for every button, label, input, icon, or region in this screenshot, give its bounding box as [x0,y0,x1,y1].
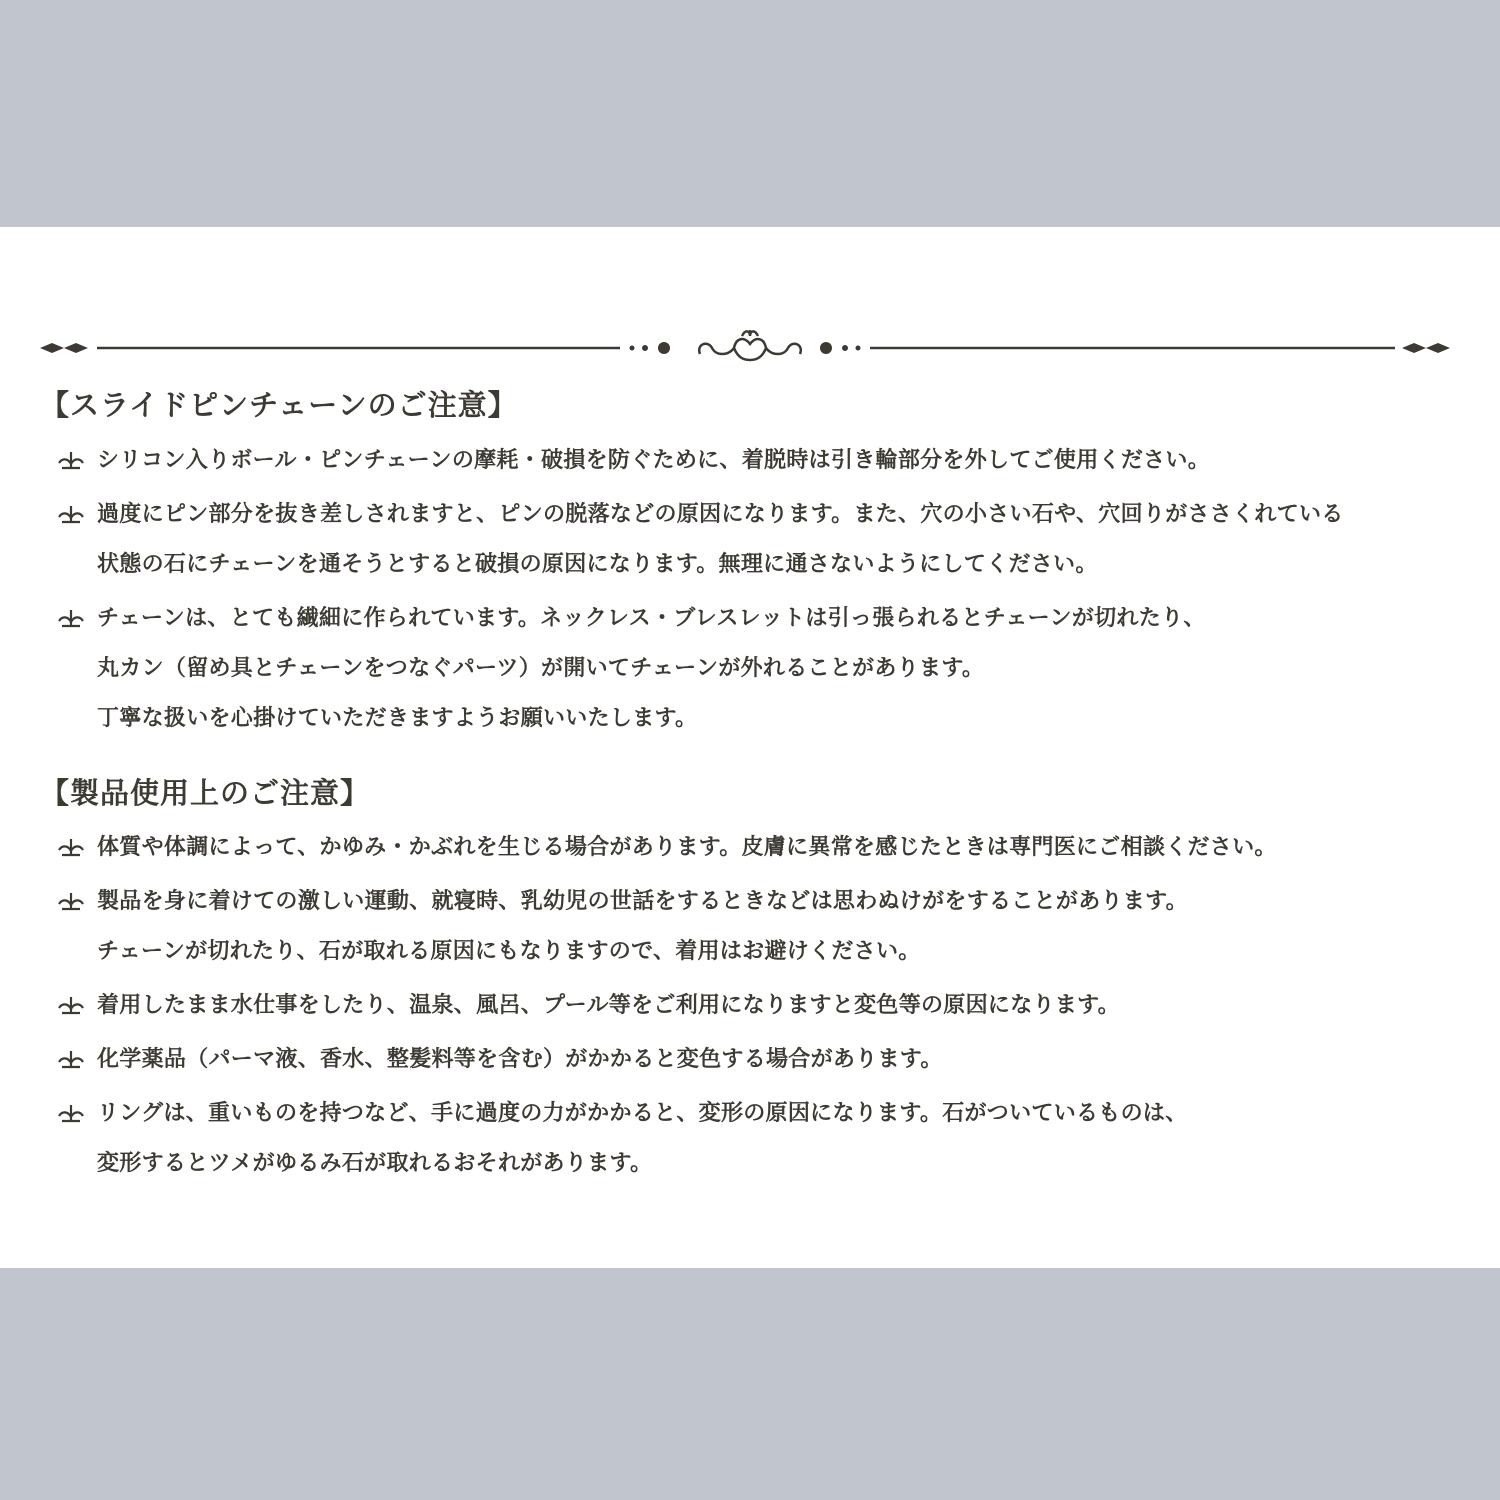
ornamental-divider [0,322,1500,382]
list-item [0,877,1500,977]
note-line: シリコン入りボール・ピンチェーンの摩耗・破損を防ぐために、着脱時は引き輪部分を外してご使用ください。 [97,448,1211,473]
lily-bullet-icon [56,1047,86,1071]
note-line: 丁寧な扱いを心掛けていただきますようお願いいたします。 [97,706,698,731]
note-line: 製品を身に着けての激しい運動、就寝時、乳幼児の世話をするときなどは思わぬけがをすることがあります。 [97,889,1188,914]
note-line: 状態の石にチェーンを通そうとすると破損の原因になります。無理に通さないようにしてください。 [97,552,1098,577]
bottom-band [0,1268,1500,1500]
list-item [0,1089,1500,1189]
lily-bullet-icon [56,835,86,859]
lily-bullet-icon [56,889,86,913]
list-item [0,823,1500,873]
list-item [0,436,1500,486]
note-line: 過度にピン部分を抜き差しされますと、ピンの脱落などの原因になります。また、穴の小さい石や、穴回りがささくれている [97,502,1344,527]
note-line: 着用したまま水仕事をしたり、温泉、風呂、プール等をご利用になりますと変色等の原因になります。 [97,993,1120,1018]
lily-bullet-icon [56,1101,86,1125]
note-line: 体質や体調によって、かゆみ・かぶれを生じる場合があります。皮膚に異常を感じたときは専門医にご相談ください。 [97,835,1277,860]
list-item [0,594,1500,744]
note-line: 化学薬品（パーマ液、香水、整髪料等を含む）がかかると変色する場合があります。 [97,1047,943,1072]
product-usage-notes [0,823,1500,1189]
list-item [0,981,1500,1031]
lily-bullet-icon [56,502,86,526]
note-line: チェーンは、とても繊細に作られています。ネックレス・ブレスレットは引っ張られるとチェーンが切れたり、 [97,606,1206,631]
slide-pin-chain-notes [0,436,1500,744]
lily-bullet-icon [56,993,86,1017]
list-item [0,490,1500,590]
notice-panel [0,227,1500,1268]
lily-bullet-icon [56,606,86,630]
section-heading-product-usage: 【製品使用上のご注意】 [40,776,371,810]
lily-bullet-icon [56,448,86,472]
section-heading-slide-pin-chain: 【スライドピンチェーンのご注意】 [40,388,518,422]
list-item [0,1035,1500,1085]
note-line: 丸カン（留め具とチェーンをつなぐパーツ）が開いてチェーンが外れることがあります。 [97,656,985,681]
note-line: リングは、重いものを持つなど、手に過度の力がかかると、変形の原因になります。石がついているものは、 [97,1101,1188,1126]
top-band [0,0,1500,227]
note-line: チェーンが切れたり、石が取れる原因にもなりますので、着用はお避けください。 [97,939,921,964]
note-line: 変形するとツメがゆるみ石が取れるおそれがあります。 [97,1151,653,1176]
